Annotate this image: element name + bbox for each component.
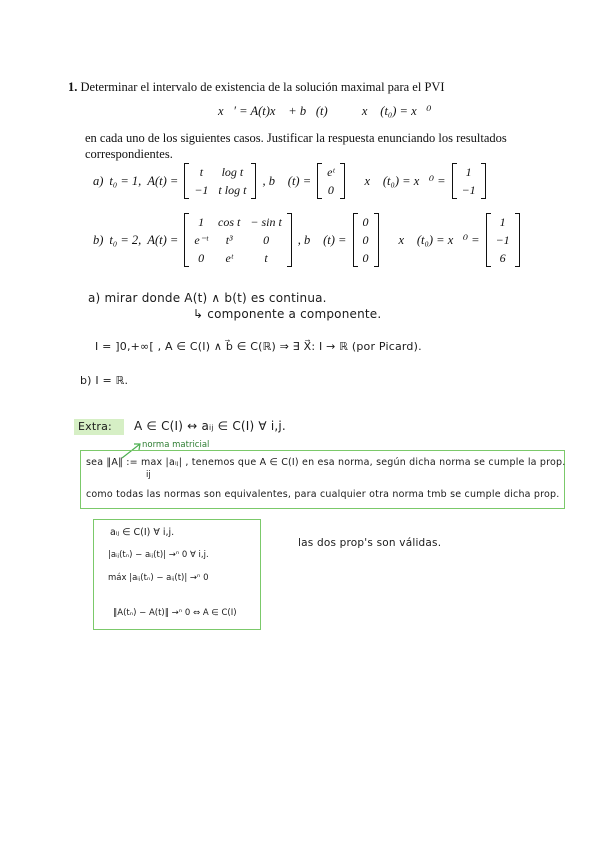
extra-statement: A ∈ C(I) ↔ aᵢⱼ ∈ C(I) ∀ i,j. xyxy=(134,419,286,433)
vector-cell: 1 xyxy=(499,215,506,229)
case-b-vector-b xyxy=(353,213,379,267)
case-a-b-eq: , b⃗ (t) = xyxy=(262,173,312,188)
vector-cell: 0 xyxy=(362,233,369,247)
matrix-cell: eᵗ xyxy=(225,251,233,265)
problem-number: 1. xyxy=(68,80,78,94)
note-b-line: b) I = ℝ. xyxy=(80,374,129,387)
matrix-cell: log t xyxy=(221,165,244,179)
green-line2: como todas las normas son equivalentes, para cualquier otra norma tmb se cumple dicha prop. xyxy=(86,489,560,500)
case-a-vector-x0 xyxy=(452,163,486,199)
matrix-cell: cos t xyxy=(218,215,241,229)
proof-line-4: ‖A(tₙ) − A(t)‖ →ⁿ 0 ⇔ A ∈ C(I) xyxy=(113,608,237,618)
case-b-label: b) xyxy=(93,232,104,247)
norma-matricial-label: norma matricial xyxy=(142,440,210,450)
note-a-line2: ↳ componente a componente. xyxy=(193,307,382,321)
case-a-x0-eq: x⃗ (t₀) = x⃗⁰ = xyxy=(364,174,446,188)
matrix-cell: t³ xyxy=(225,233,233,247)
matrix-cell: − sin t xyxy=(250,215,282,229)
note-a-line1: a) mirar donde A(t) ∧ b(t) es continua. xyxy=(88,291,327,305)
matrix-cell: 0 xyxy=(263,233,270,247)
case-a-t0: t₀ = 1, xyxy=(109,173,142,188)
matrix-cell: 0 xyxy=(198,251,205,265)
case-b-matrix-A xyxy=(184,213,291,267)
proof-line-2: |aᵢⱼ(tₙ) − aᵢⱼ(t)| →ⁿ 0 ∀ i,j. xyxy=(108,550,209,560)
vector-cell: −1 xyxy=(495,233,510,247)
problem-header xyxy=(68,80,445,95)
vector-cell: 1 xyxy=(465,165,472,179)
green-line1-subscript: ij xyxy=(146,470,151,480)
equation-initial-condition: x⃗ (t₀) = x⃗⁰ xyxy=(361,104,432,118)
vector-cell: 6 xyxy=(499,251,506,265)
case-b-A-eq: A(t) = xyxy=(147,232,179,247)
proof-line-3: máx |aᵢⱼ(tₙ) − aᵢⱼ(t)| →ⁿ 0 xyxy=(108,573,209,583)
side-note: las dos prop's son válidas. xyxy=(298,537,442,549)
problem-statement: Determinar el intervalo de existencia de la solución maximal para el PVI xyxy=(80,80,445,94)
case-b-b-eq: , b⃗ (t) = xyxy=(297,232,347,247)
problem-instruction: en cada uno de los siguientes casos. Justificar la respuesta enunciando los resultados correspondientes. xyxy=(85,131,507,161)
case-b-t0: t₀ = 2, xyxy=(109,232,142,247)
matrix-cell: t xyxy=(199,165,204,179)
case-b xyxy=(93,213,520,267)
vector-cell: eᵗ xyxy=(327,165,335,179)
extra-label: Extra: xyxy=(78,420,112,433)
matrix-cell: t xyxy=(264,251,268,265)
equation-main: x⃗′ = A(t)x⃗ + b⃗(t) xyxy=(218,104,328,118)
case-b-vector-x0 xyxy=(486,213,520,267)
case-a-label: a) xyxy=(93,173,104,188)
vector-cell: 0 xyxy=(362,215,369,229)
case-a-A-eq: A(t) = xyxy=(147,173,179,188)
vector-cell: 0 xyxy=(327,183,334,197)
matrix-cell: 1 xyxy=(198,215,205,229)
case-b-x0-eq: x⃗ (t₀) = x⃗⁰ = xyxy=(398,233,480,247)
proof-line-1: aᵢⱼ ∈ C(I) ∀ i,j. xyxy=(110,527,175,538)
green-line1: sea ‖A‖ := max |aᵢⱼ| , tenemos que A ∈ C(I) en esa norma, según dicha norma se cumple la prop. xyxy=(86,457,566,468)
matrix-cell: e⁻ᵗ xyxy=(194,233,208,247)
case-a-vector-b xyxy=(317,163,344,199)
matrix-cell: t log t xyxy=(218,183,247,197)
vector-cell: −1 xyxy=(461,183,476,197)
pvi-equation xyxy=(218,103,431,119)
case-a-matrix-A xyxy=(184,163,256,199)
vector-cell: 0 xyxy=(362,251,369,265)
note-a-line3: I = ]0,+∞[ , A ∈ C(I) ∧ b⃗ ∈ C(ℝ) ⇒ ∃ X⃗: I → ℝ (por Picard). xyxy=(95,340,422,353)
case-a xyxy=(93,163,486,199)
matrix-cell: −1 xyxy=(194,183,209,197)
